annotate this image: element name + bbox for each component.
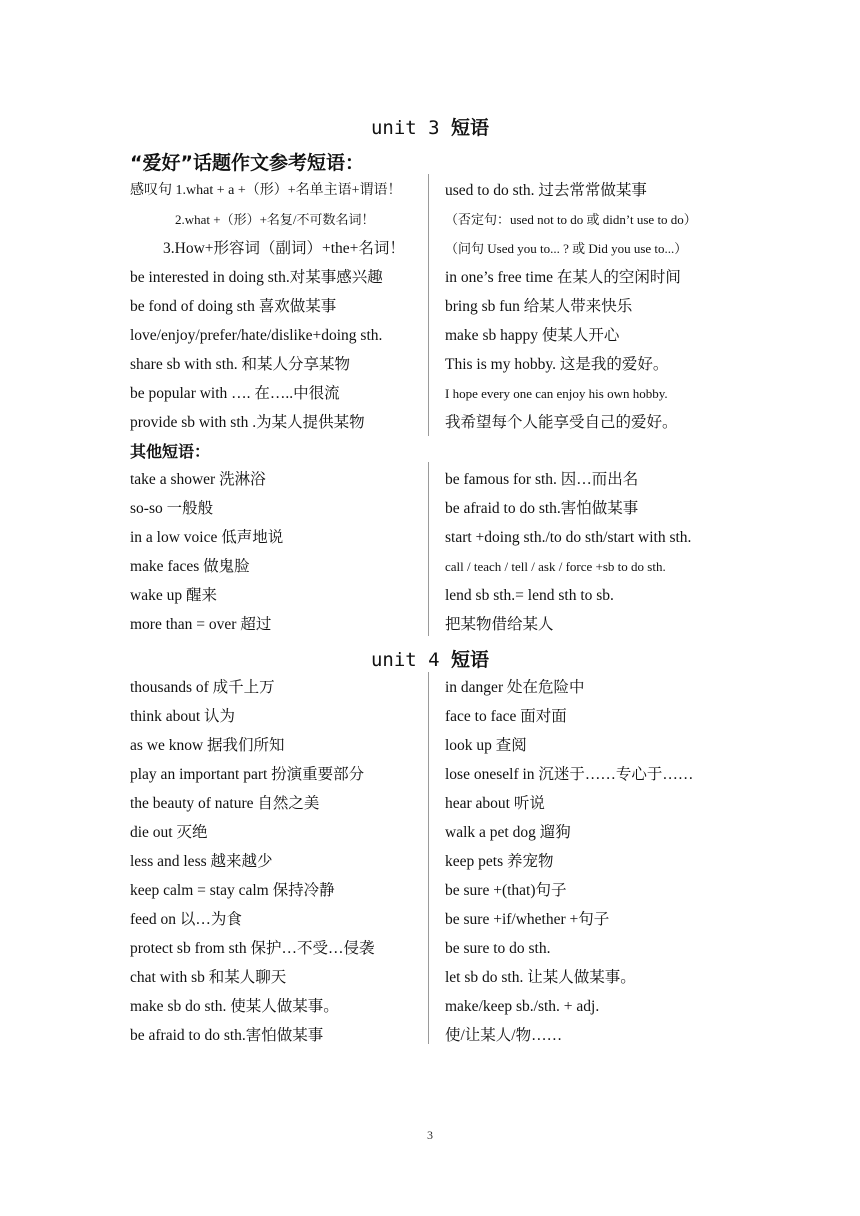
phrase-row — [0, 847, 860, 876]
phrase-right: keep pets 养宠物 — [445, 853, 554, 870]
phrase-right: lend sb sth.= lend sth to sb. — [445, 587, 614, 604]
phrase-row — [0, 963, 860, 992]
unit4-title-zh: 短语 — [451, 649, 490, 671]
phrase-right: This is my hobby. 这是我的爱好。 — [445, 356, 669, 373]
phrase-right: 把某物借给某人 — [445, 616, 554, 633]
unit3-title-en: unit 3 — [370, 117, 440, 139]
phrase-left: wake up 醒来 — [130, 587, 217, 604]
phrase-left: be fond of doing sth 喜欢做某事 — [130, 298, 337, 315]
phrase-left: so-so 一般般 — [130, 500, 214, 517]
phrase-right: （问句 Used you to... ? 或 Did you use to...） — [445, 241, 688, 256]
phrase-right: call / teach / tell / ask / force +sb to do sth. — [445, 559, 666, 574]
page-number: 3 — [427, 1128, 433, 1142]
phrase-left: 2.what +（形）+名复/不可数名词！ — [175, 212, 375, 227]
phrase-left: provide sb with sth .为某人提供某物 — [130, 414, 365, 431]
phrase-left: chat with sb 和某人聊天 — [130, 969, 287, 986]
phrase-right: lose oneself in 沉迷于……专心于…… — [445, 766, 694, 783]
phrase-right: make/keep sb./sth. + adj. — [445, 998, 600, 1015]
phrase-row — [0, 552, 860, 581]
phrase-left: less and less 越来越少 — [130, 853, 273, 870]
phrase-left: share sb with sth. 和某人分享某物 — [130, 356, 351, 373]
phrase-right: be sure to do sth. — [445, 940, 551, 957]
phrase-row — [0, 292, 860, 321]
phrase-right: bring sb fun 给某人带来快乐 — [445, 298, 633, 315]
phrase-row — [0, 523, 860, 552]
phrase-row — [0, 581, 860, 610]
phrase-right: be sure +if/whether +句子 — [445, 911, 610, 928]
phrase-row — [0, 494, 860, 523]
phrase-row — [0, 905, 860, 934]
phrase-left: die out 灭绝 — [130, 824, 208, 841]
phrase-left: 感叹句 1.what + a +（形）+名单主语+谓语！ — [130, 183, 402, 198]
phrase-left: play an important part 扮演重要部分 — [130, 766, 365, 783]
phrase-right: be famous for sth. 因…而出名 — [445, 471, 639, 488]
unit4-title — [0, 645, 860, 672]
phrase-left: be afraid to do sth.害怕做某事 — [130, 1027, 324, 1044]
unit4-title-en: unit 4 — [370, 649, 440, 671]
phrase-row — [0, 205, 860, 234]
phrase-row — [0, 992, 860, 1021]
phrase-right: make sb happy 使某人开心 — [445, 327, 620, 344]
phrase-left: the beauty of nature 自然之美 — [130, 795, 320, 812]
phrase-row — [0, 234, 860, 263]
phrase-left: more than = over 超过 — [130, 616, 272, 633]
other-phrases — [0, 465, 860, 639]
phrase-left: 3.How+形容词（副词）+the+名词！ — [163, 240, 405, 257]
phrase-row — [0, 876, 860, 905]
unit3-title — [0, 113, 860, 140]
phrase-row — [0, 760, 860, 789]
phrase-left: thousands of 成千上万 — [130, 679, 275, 696]
hobby-heading: “爱好”话题作文参考短语： — [130, 152, 364, 174]
phrase-right: 我希望每个人能享受自己的爱好。 — [445, 414, 678, 431]
phrase-row — [0, 465, 860, 494]
phrase-left: be popular with …. 在…..中很流 — [130, 385, 340, 402]
phrase-row — [0, 1021, 860, 1050]
phrase-right: I hope every one can enjoy his own hobby. — [445, 386, 668, 401]
phrase-right: used to do sth. 过去常常做某事 — [445, 182, 647, 199]
phrase-row — [0, 789, 860, 818]
phrase-row — [0, 379, 860, 408]
phrase-left: in a low voice 低声地说 — [130, 529, 284, 546]
phrase-row — [0, 408, 860, 437]
unit3-title-zh: 短语 — [451, 117, 490, 139]
phrase-right: hear about 听说 — [445, 795, 545, 812]
phrase-row — [0, 702, 860, 731]
phrase-left: be interested in doing sth.对某事感兴趣 — [130, 269, 383, 286]
phrase-row — [0, 176, 860, 205]
phrase-left: make faces 做鬼脸 — [130, 558, 250, 575]
hobby-phrases — [0, 176, 860, 437]
phrase-row — [0, 673, 860, 702]
phrase-right: （否定句：used not to do 或 didn’t use to do） — [445, 212, 697, 227]
phrase-left: feed on 以…为食 — [130, 911, 242, 928]
phrase-right: in one’s free time 在某人的空闲时间 — [445, 269, 681, 286]
phrase-row — [0, 263, 860, 292]
phrase-right: in danger 处在危险中 — [445, 679, 585, 696]
phrase-right: walk a pet dog 遛狗 — [445, 824, 571, 841]
phrase-row — [0, 321, 860, 350]
phrase-right: let sb do sth. 让某人做某事。 — [445, 969, 636, 986]
phrase-right: look up 查阅 — [445, 737, 527, 754]
phrase-row — [0, 350, 860, 379]
phrase-row — [0, 610, 860, 639]
other-heading: 其他短语： — [130, 442, 211, 461]
phrase-right: start +doing sth./to do sth/start with sth. — [445, 529, 692, 546]
phrase-left: think about 认为 — [130, 708, 236, 725]
phrase-right: be sure +(that)句子 — [445, 882, 567, 899]
phrase-right: be afraid to do sth.害怕做某事 — [445, 500, 639, 517]
phrase-right: 使/让某人/物…… — [445, 1027, 563, 1044]
phrase-left: love/enjoy/prefer/hate/dislike+doing sth. — [130, 327, 383, 344]
unit4-phrases — [0, 673, 860, 1050]
phrase-left: as we know 据我们所知 — [130, 737, 285, 754]
phrase-left: keep calm = stay calm 保持冷静 — [130, 882, 335, 899]
phrase-row — [0, 731, 860, 760]
phrase-row — [0, 934, 860, 963]
phrase-left: take a shower 洗淋浴 — [130, 471, 266, 488]
phrase-left: protect sb from sth 保护…不受…侵袭 — [130, 940, 375, 957]
phrase-left: make sb do sth. 使某人做某事。 — [130, 998, 339, 1015]
phrase-right: face to face 面对面 — [445, 708, 567, 725]
phrase-row — [0, 818, 860, 847]
